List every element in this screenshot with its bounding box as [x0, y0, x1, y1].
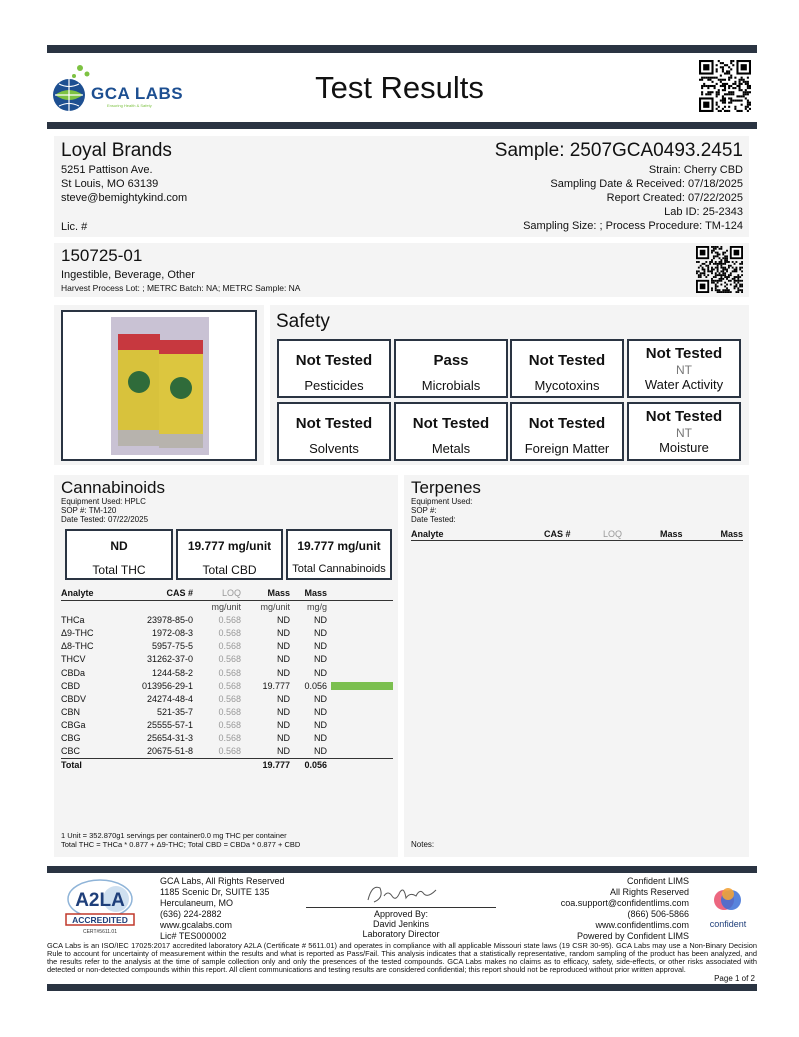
- safety-status: Not Tested: [645, 408, 723, 425]
- summary-card-total-cannabinoids: [286, 529, 392, 580]
- cell-mass1: ND: [277, 615, 290, 626]
- col-cas: CAS #: [131, 587, 193, 601]
- table-row: [61, 745, 393, 759]
- lims-name: Confident LIMS: [626, 876, 689, 886]
- cell-mass2: ND: [314, 706, 327, 717]
- cell-mass1: 19.777: [262, 680, 290, 691]
- unit-loq: mg/unit: [211, 602, 241, 613]
- summary-card-total-thc: [65, 529, 173, 580]
- lab-website[interactable]: www.gcalabs.com: [160, 920, 233, 930]
- cell-mass2: ND: [314, 641, 327, 652]
- summary-label: Total Cannabinoids: [292, 563, 386, 575]
- terp-col-analyte: Analyte: [411, 529, 444, 539]
- lims-powered: Powered by Confident LIMS: [576, 931, 689, 941]
- safety-label: Foreign Matter: [524, 441, 610, 456]
- director-name: David Jenkins: [372, 919, 430, 929]
- cell-mass2: 0.056: [304, 680, 327, 691]
- sample-report-created: Report Created: 07/22/2025: [606, 192, 743, 204]
- bottom-bar: [47, 984, 757, 991]
- cannabinoids-title: Cannabinoids: [61, 478, 165, 497]
- cannabinoids-table: [61, 587, 393, 772]
- footer-lims-info: [561, 876, 689, 942]
- approval-block: [306, 909, 496, 939]
- table-row: [61, 627, 393, 640]
- cell-loq: 0.568: [218, 733, 241, 744]
- total-row: [61, 759, 393, 773]
- col-loq: LOQ: [193, 587, 241, 601]
- batch-harvest: Harvest Process Lot: ; METRC Batch: NA; METRC Sample: NA: [61, 283, 301, 293]
- cell-mass1: ND: [277, 641, 290, 652]
- a2la-accredited: ACCREDITED: [72, 915, 128, 925]
- unit-mass2: mg/g: [306, 602, 327, 613]
- cannabinoids-equipment: Equipment Used: HPLC: [61, 497, 146, 506]
- cell-analyte: CBDa: [61, 667, 86, 678]
- summary-card-total-cbd: [176, 529, 283, 580]
- mass-bar: [331, 682, 393, 690]
- cell-mass2: ND: [314, 719, 327, 730]
- table-row: [61, 706, 393, 719]
- cell-analyte: THCa: [61, 615, 85, 626]
- col-mass1: Mass: [241, 587, 290, 601]
- safety-title: Safety: [276, 311, 330, 332]
- safety-status: Not Tested: [528, 352, 606, 369]
- table-row: [61, 667, 393, 680]
- table-row: [61, 719, 393, 732]
- footer-top-bar: [47, 866, 757, 873]
- safety-card-moisture: [627, 402, 741, 461]
- cell-cas: 25654-31-3: [146, 733, 193, 744]
- table-row: [61, 640, 393, 653]
- cell-mass1: ND: [277, 693, 290, 704]
- page-title: Test Results: [315, 70, 484, 105]
- top-bar: [47, 45, 757, 53]
- cannabinoids-note1: 1 Unit = 352.870g1 servings per container0.0 mg THC per container: [61, 831, 287, 840]
- confident-logo-icon: [704, 886, 752, 914]
- safety-label: Water Activity: [644, 377, 724, 392]
- product-image-frame: [61, 310, 257, 461]
- client-email: steve@bemightykind.com: [61, 192, 188, 204]
- page-number: Page 1 of 2: [714, 974, 755, 983]
- cell-analyte: CBD: [61, 680, 81, 691]
- cell-mass2: ND: [314, 654, 327, 665]
- signature: [362, 880, 442, 908]
- cell-mass2: ND: [314, 693, 327, 704]
- lab-address1: 1185 Scenic Dr, SUITE 135: [160, 887, 270, 897]
- sample-sampling-date: Sampling Date & Received: 07/18/2025: [550, 178, 743, 190]
- cell-mass1: ND: [277, 733, 290, 744]
- summary-value: ND: [110, 539, 128, 553]
- approved-by: Approved By:: [373, 909, 429, 919]
- cell-mass2: ND: [314, 615, 327, 626]
- safety-status: Not Tested: [295, 352, 373, 369]
- cell-mass2: ND: [314, 733, 327, 744]
- summary-value: 19.777 mg/unit: [297, 539, 381, 553]
- terpenes-equipment: Equipment Used:: [411, 497, 473, 506]
- safety-card-microbials: [394, 339, 508, 398]
- cell-analyte: THCV: [61, 654, 86, 665]
- table-row: [61, 732, 393, 745]
- cell-cas: 20675-51-8: [146, 746, 193, 757]
- cell-cas: 24274-48-4: [146, 693, 193, 704]
- cell-loq: 0.568: [218, 706, 241, 717]
- lab-name: GCA Labs, All Rights Reserved: [160, 876, 285, 886]
- unit-mass1: mg/unit: [260, 602, 290, 613]
- cannabinoids-note2: Total THC = THCa * 0.877 + Δ9-THC; Total CBD = CBDa * 0.877 + CBD: [61, 840, 301, 849]
- safety-label: Pesticides: [304, 378, 364, 393]
- safety-card-solvents: [277, 402, 391, 461]
- summary-value: 19.777 mg/unit: [187, 539, 272, 553]
- total-mass1: 19.777: [241, 759, 290, 773]
- lab-phone: (636) 224-2882: [160, 909, 222, 919]
- cell-mass1: ND: [277, 628, 290, 639]
- cell-mass1: ND: [277, 719, 290, 730]
- footer-lab-info: [160, 876, 285, 942]
- terp-col-cas: CAS #: [544, 529, 571, 539]
- client-address2: St Louis, MO 63139: [61, 178, 159, 190]
- qr-code-batch: [696, 246, 743, 293]
- summary-label: Total CBD: [202, 563, 257, 577]
- table-row: [61, 680, 393, 693]
- lab-address2: Herculaneum, MO: [160, 898, 234, 908]
- lims-rights: All Rights Reserved: [609, 887, 689, 897]
- cell-loq: 0.568: [218, 680, 241, 691]
- safety-card-pesticides: [277, 339, 391, 398]
- cell-loq: 0.568: [218, 719, 241, 730]
- terpenes-notes: Notes:: [411, 840, 435, 849]
- safety-status: Not Tested: [295, 415, 373, 432]
- sample-strain: Strain: Cherry CBD: [648, 164, 743, 176]
- terpenes-title: Terpenes: [411, 478, 481, 497]
- a2la-cert: CERT#5611.01: [82, 929, 118, 935]
- cell-analyte: Δ8-THC: [61, 641, 94, 652]
- safety-nt: NT: [676, 426, 692, 440]
- cell-mass1: ND: [277, 654, 290, 665]
- safety-card-water-activity: [627, 339, 741, 398]
- sample-lab-id: Lab ID: 25-2343: [664, 206, 743, 218]
- safety-status: Not Tested: [412, 415, 490, 432]
- cell-analyte: CBGa: [61, 719, 86, 730]
- safety-label: Solvents: [309, 441, 359, 456]
- cell-mass1: ND: [277, 706, 290, 717]
- terp-col-mass1: Mass: [660, 529, 683, 539]
- product-image: [63, 312, 255, 459]
- confident-logo-text: confident: [709, 919, 747, 929]
- cell-loq: 0.568: [218, 654, 241, 665]
- logo-tagline: Ensuring Health & Safety: [107, 103, 152, 108]
- client-lic: Lic. #: [61, 221, 88, 233]
- total-mass2: 0.056: [290, 759, 327, 773]
- safety-nt: NT: [676, 363, 692, 377]
- signature-image: [362, 880, 442, 908]
- terpenes-sop: SOP #:: [411, 506, 437, 515]
- qr-code: [699, 60, 751, 112]
- cell-analyte: CBG: [61, 733, 81, 744]
- safety-label: Microbials: [421, 378, 481, 393]
- cell-analyte: CBC: [61, 746, 81, 757]
- safety-status: Pass: [433, 352, 469, 369]
- cell-analyte: CBN: [61, 706, 81, 717]
- safety-card-mycotoxins: [510, 339, 624, 398]
- cell-loq: 0.568: [218, 628, 241, 639]
- cell-cas: 23978-85-0: [146, 615, 193, 626]
- cell-cas: 31262-37-0: [146, 654, 193, 665]
- cell-mass2: ND: [314, 667, 327, 678]
- cell-analyte: CBDV: [61, 693, 87, 704]
- col-mass2: Mass: [290, 587, 327, 601]
- col-bar: [327, 587, 393, 601]
- a2la-text: A2LA: [75, 890, 125, 911]
- cell-loq: 0.568: [218, 641, 241, 652]
- confident-logo: [704, 886, 752, 929]
- cell-cas: 5957-75-5: [151, 641, 193, 652]
- table-row: [61, 653, 393, 666]
- cell-cas: 25555-57-1: [146, 719, 193, 730]
- client-address1: 5251 Pattison Ave.: [61, 164, 153, 176]
- safety-card-metals: [394, 402, 508, 461]
- terp-col-mass2: Mass: [720, 529, 743, 539]
- safety-label: Moisture: [659, 440, 709, 455]
- cannabinoids-sop: SOP #: TM-120: [61, 506, 117, 515]
- lims-phone: (866) 506-5866: [627, 909, 689, 919]
- logo-text: GCA LABS: [91, 84, 184, 103]
- terp-col-loq: LOQ: [603, 529, 623, 539]
- summary-label: Total THC: [92, 563, 146, 577]
- safety-status: Not Tested: [645, 345, 723, 362]
- units-row: [61, 601, 393, 615]
- a2la-logo-icon: [64, 878, 136, 936]
- cell-mass1: ND: [277, 667, 290, 678]
- batch-category: Ingestible, Beverage, Other: [61, 269, 195, 281]
- director-title: Laboratory Director: [362, 929, 440, 939]
- cell-cas: 013956-29-1: [141, 680, 193, 691]
- safety-status: Not Tested: [528, 415, 606, 432]
- safety-label: Metals: [431, 441, 471, 456]
- terpenes-table-header: [411, 529, 743, 541]
- cell-cas: 1972-08-3: [151, 628, 193, 639]
- total-label: Total: [61, 759, 131, 773]
- col-analyte: Analyte: [61, 587, 131, 601]
- terpenes-date: Date Tested:: [411, 515, 456, 524]
- client-name: Loyal Brands: [61, 140, 172, 161]
- cell-mass2: ND: [314, 628, 327, 639]
- cell-cas: 1244-58-2: [151, 667, 193, 678]
- sample-title: Sample: 2507GCA0493.2451: [494, 140, 743, 161]
- table-row: [61, 693, 393, 706]
- disclaimer: GCA Labs is an ISO/IEC 17025:2017 accredited laboratory A2LA (Certificate # 5611.01) and operates in compliance with all applicable Missouri state laws (19 CSR 30-95). GCA Labs may use a Non-Binary Decision Rule to account for uncertainty of measurement within the results and what is reported as Pass/Fail. This analysis indicates that a statistically representative, random sampling of the product has been analyzed, and the results refer to the analysis at the time of sample collection only and only the presences of the tested compounds. GCA Labs makes no claims as to efficacy, safety, side-effects, or other risks associated with detected or non-detected compounds within this report. All client communications and testing results are considered confidential; this report should not be reproduced without prior written approval.: [47, 941, 757, 975]
- a2la-logo: [64, 878, 136, 936]
- safety-label: Mycotoxins: [534, 378, 600, 393]
- lab-license: Lic# TES000002: [160, 931, 227, 941]
- batch-id: 150725-01: [61, 246, 143, 265]
- cell-cas: 521-35-7: [156, 706, 193, 717]
- cell-loq: 0.568: [218, 746, 241, 757]
- cell-analyte: Δ9-THC: [61, 628, 94, 639]
- header-bottom-bar: [47, 122, 757, 129]
- signature-line: [306, 907, 496, 908]
- sample-sampling-size: Sampling Size: ; Process Procedure: TM-124: [523, 220, 743, 232]
- safety-card-foreign-matter: [510, 402, 624, 461]
- cell-mass1: ND: [277, 746, 290, 757]
- lims-website[interactable]: www.confidentlims.com: [595, 920, 689, 930]
- cell-loq: 0.568: [218, 693, 241, 704]
- table-row: [61, 614, 393, 627]
- table-header-row: [61, 587, 393, 601]
- lims-email[interactable]: coa.support@confidentlims.com: [560, 898, 689, 908]
- cell-loq: 0.568: [218, 615, 241, 626]
- cannabinoids-date: Date Tested: 07/22/2025: [61, 515, 149, 524]
- cell-loq: 0.568: [218, 667, 241, 678]
- cell-mass2: ND: [314, 746, 327, 757]
